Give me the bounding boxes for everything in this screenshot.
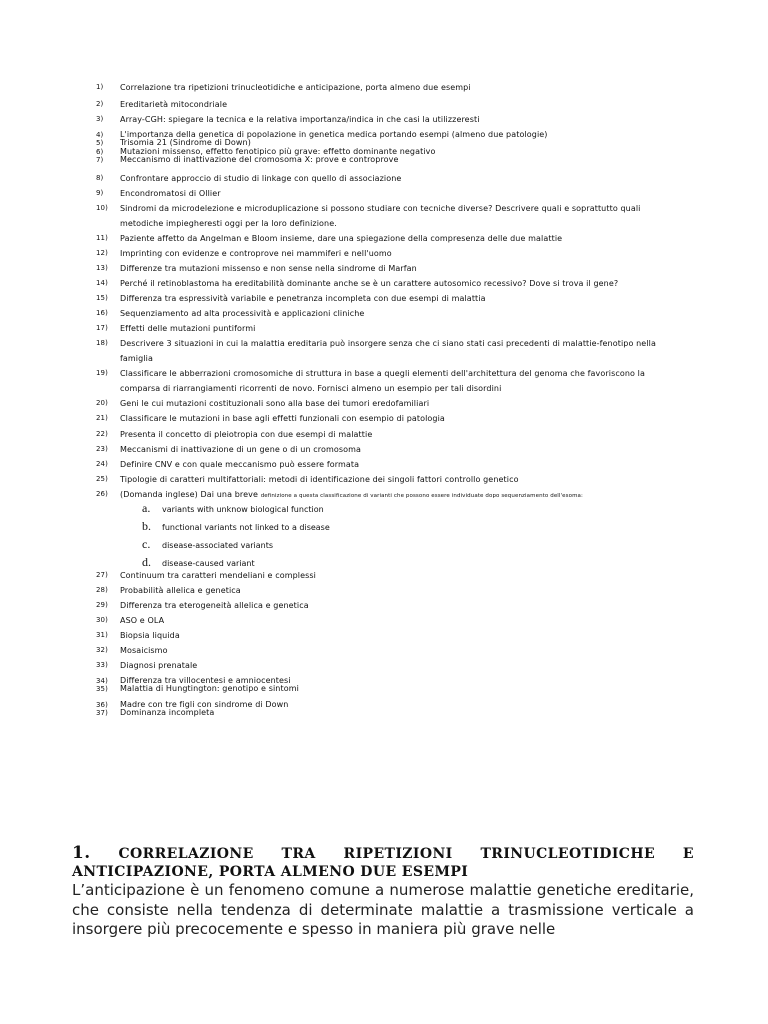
list-item: 31) Biopsia liquida	[96, 631, 180, 640]
list-item: 28) Probabilità allelica e genetica	[96, 586, 241, 595]
sub-list-item: c. disease-associated variants	[142, 537, 274, 551]
list-item: 1) Correlazione tra ripetizioni trinucleotidiche e anticipazione, porta almeno due esempi	[96, 83, 471, 92]
list-item: 29) Differenza tra eterogeneità allelica e genetica	[96, 601, 309, 610]
list-item: 11) Paziente affetto da Angelman e Bloom insieme, dare una spiegazione della compresenza delle due malattie	[96, 234, 563, 243]
list-item: 5) Trisomia 21 (Sindrome di Down)	[96, 138, 251, 147]
list-item: 15) Differenza tra espressività variabile e penetranza incompleta con due esempi di malattia	[96, 294, 486, 303]
list-item: 34) Differenza tra villocentesi e amniocentesi	[96, 676, 291, 685]
section-paragraph: L’anticipazione è un fenomeno comune a numerose malattie genetiche ereditarie, che consiste nella tendenza di determinate malattie a trasmissione verticale a insorgere più precocemente e spesso in maniera più grave nelle	[72, 881, 694, 938]
list-item: 12) Imprinting con evidenze e controprove nei mammiferi e nell'uomo	[96, 249, 392, 258]
sub-list-item: b. functional variants not linked to a disease	[142, 519, 330, 533]
list-item: 33) Diagnosi prenatale	[96, 661, 198, 670]
list-item: 30) ASO e OLA	[96, 616, 165, 625]
list-item: 22) Presenta il concetto di pleiotropia con due esempi di malattie	[96, 430, 373, 439]
list-item-continuation: metodiche impiegheresti oggi per la loro definizione.	[120, 219, 337, 228]
list-item: 10) Sindromi da microdelezione e microduplicazione si possono studiare con tecniche diverse? Descrivere quali e soprattutto quali	[96, 204, 641, 213]
list-item: 9) Encondromatosi di Ollier	[96, 189, 221, 198]
list-item: 2) Ereditarietà mitocondriale	[96, 100, 228, 109]
list-item: 25) Tipologie di caratteri multifattoriali: metodi di identificazione dei singoli fattori controllo genetico	[96, 475, 519, 484]
list-item: 19) Classificare le abberrazioni cromosomiche di struttura in base a quegli elementi dell'architettura del genoma che favoriscono la	[96, 369, 645, 378]
list-item: 26) (Domanda inglese) Dai una breve definizione a questa classificazione di varianti che possono essere individuate dopo sequenziamento dell'esoma:	[96, 490, 583, 499]
list-item: 17) Effetti delle mutazioni puntiformi	[96, 324, 256, 333]
list-item-continuation: famiglia	[120, 354, 153, 363]
list-item: 8) Confrontare approccio di studio di linkage con quello di associazione	[96, 174, 402, 183]
list-item-continuation: comparsa di riarrangiamenti ricorrenti de novo. Fornisci almeno un esempio per tali disordini	[120, 384, 502, 393]
list-item: 6) Mutazioni missenso, effetto fenotipico più grave: effetto dominante negativo	[96, 147, 436, 156]
list-item: 13) Differenze tra mutazioni missenso e non sense nella sindrome di Marfan	[96, 264, 417, 273]
list-item: 36) Madre con tre figli con sindrome di Down	[96, 700, 289, 709]
section-heading: 1. CORRELAZIONE TRA RIPETIZIONI TRINUCLEOTIDICHE E ANTICIPAZIONE, PORTA ALMENO DUE ESEMPI	[72, 843, 694, 880]
list-item: 3) Array-CGH: spiegare la tecnica e la relativa importanza/indica in che casi la utilizzeresti	[96, 115, 480, 124]
list-item: 24) Definire CNV e con quale meccanismo può essere formata	[96, 460, 360, 469]
list-item: 16) Sequenziamento ad alta processività e applicazioni cliniche	[96, 309, 365, 318]
list-item: 21) Classificare le mutazioni in base agli effetti funzionali con esempio di patologia	[96, 414, 445, 423]
list-item: 27) Continuum tra caratteri mendeliani e complessi	[96, 571, 316, 580]
list-item: 14) Perché il retinoblastoma ha ereditabilità dominante anche se è un carattere autosomico recessivo? Dove si trova il gene?	[96, 279, 619, 288]
list-item: 18) Descrivere 3 situazioni in cui la malattia ereditaria può insorgere senza che ci siano stati casi precedenti di malattie-fenotipo nella	[96, 339, 656, 348]
sub-list-item: a. variants with unknow biological function	[142, 501, 324, 515]
sub-list-item: d. disease-caused variant	[142, 555, 255, 569]
answer-section	[72, 844, 694, 940]
list-item: 20) Geni le cui mutazioni costituzionali sono alla base dei tumori eredofamiliari	[96, 399, 430, 408]
list-item: 35) Malattia di Hungtington: genotipo e sintomi	[96, 684, 299, 693]
list-item: 32) Mosaicismo	[96, 646, 168, 655]
list-item: 23) Meccanismi di inattivazione di un gene o di un cromosoma	[96, 445, 362, 454]
list-item: 7) Meccanismo di inattivazione del cromosoma X: prove e controprove	[96, 155, 399, 164]
list-item: 4) L'importanza della genetica di popolazione in genetica medica portando esempi (almeno due patologie)	[96, 130, 548, 139]
list-item: 37) Dominanza incompleta	[96, 708, 215, 717]
